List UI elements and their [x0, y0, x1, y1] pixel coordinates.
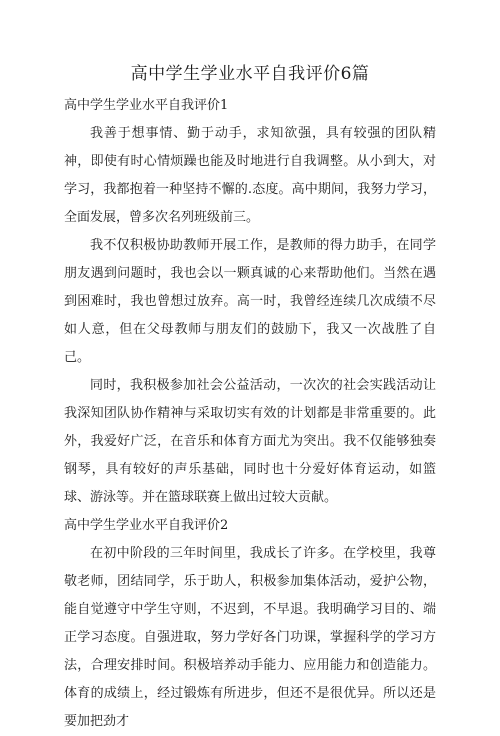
- document-title: 高中学生学业水平自我评价6篇: [130, 64, 370, 84]
- section-heading: 高中学生学业水平自我评价2: [64, 518, 229, 533]
- paragraph: 我不仅积极协助教师开展工作，是教师的得力助手，在同学朋友遇到问题时，我也会以一颗真诚的心来帮助他们。当然在遇到困难时，我也曾想过放弃。高一时，我曾经连续几次成绩不尽如人意，但在父母教师与朋友们的鼓励下，我又一次战胜了自己。: [64, 238, 436, 365]
- section-1: [64, 92, 436, 512]
- paragraph: 在初中阶段的三年时间里，我成长了许多。在学校里，我尊敬老师，团结同学，乐于助人，积极参加集体活动，爱护公物，能自觉遵守中学生守则，不迟到，不早退。我明确学习目的、端正学习态度。自强进取，努力学好各门功课，掌握科学的学习方法，合理安排时间。积极培养动手能力、应用能力和创造能力。体育的成绩上，经过锻炼有所进步，但还不是很优异。所以还是要加把劲才: [64, 546, 436, 729]
- section-2: [64, 512, 436, 736]
- paragraph: 同时，我积极参加社会公益活动，一次次的社会实践活动让我深知团队协作精神与采取切实有效的计划都是非常重要的。此外，我爱好广泛，在音乐和体育方面尤为突出。我不仅能够独奏钢琴，具有较好的声乐基础，同时也十分爱好体育运动，如篮球、游泳等。并在篮球联赛上做出过较大贡献。: [64, 378, 436, 505]
- paragraph: 我善于想事情、勤于动手，求知欲强，具有较强的团队精神，即使有时心情烦躁也能及时地进行自我调整。从小到大，对学习，我都抱着一种坚持不懈的.态度。高中期间，我努力学习，全面发展，曾多次名列班级前三。: [64, 126, 436, 225]
- section-heading: 高中学生学业水平自我评价1: [64, 98, 229, 113]
